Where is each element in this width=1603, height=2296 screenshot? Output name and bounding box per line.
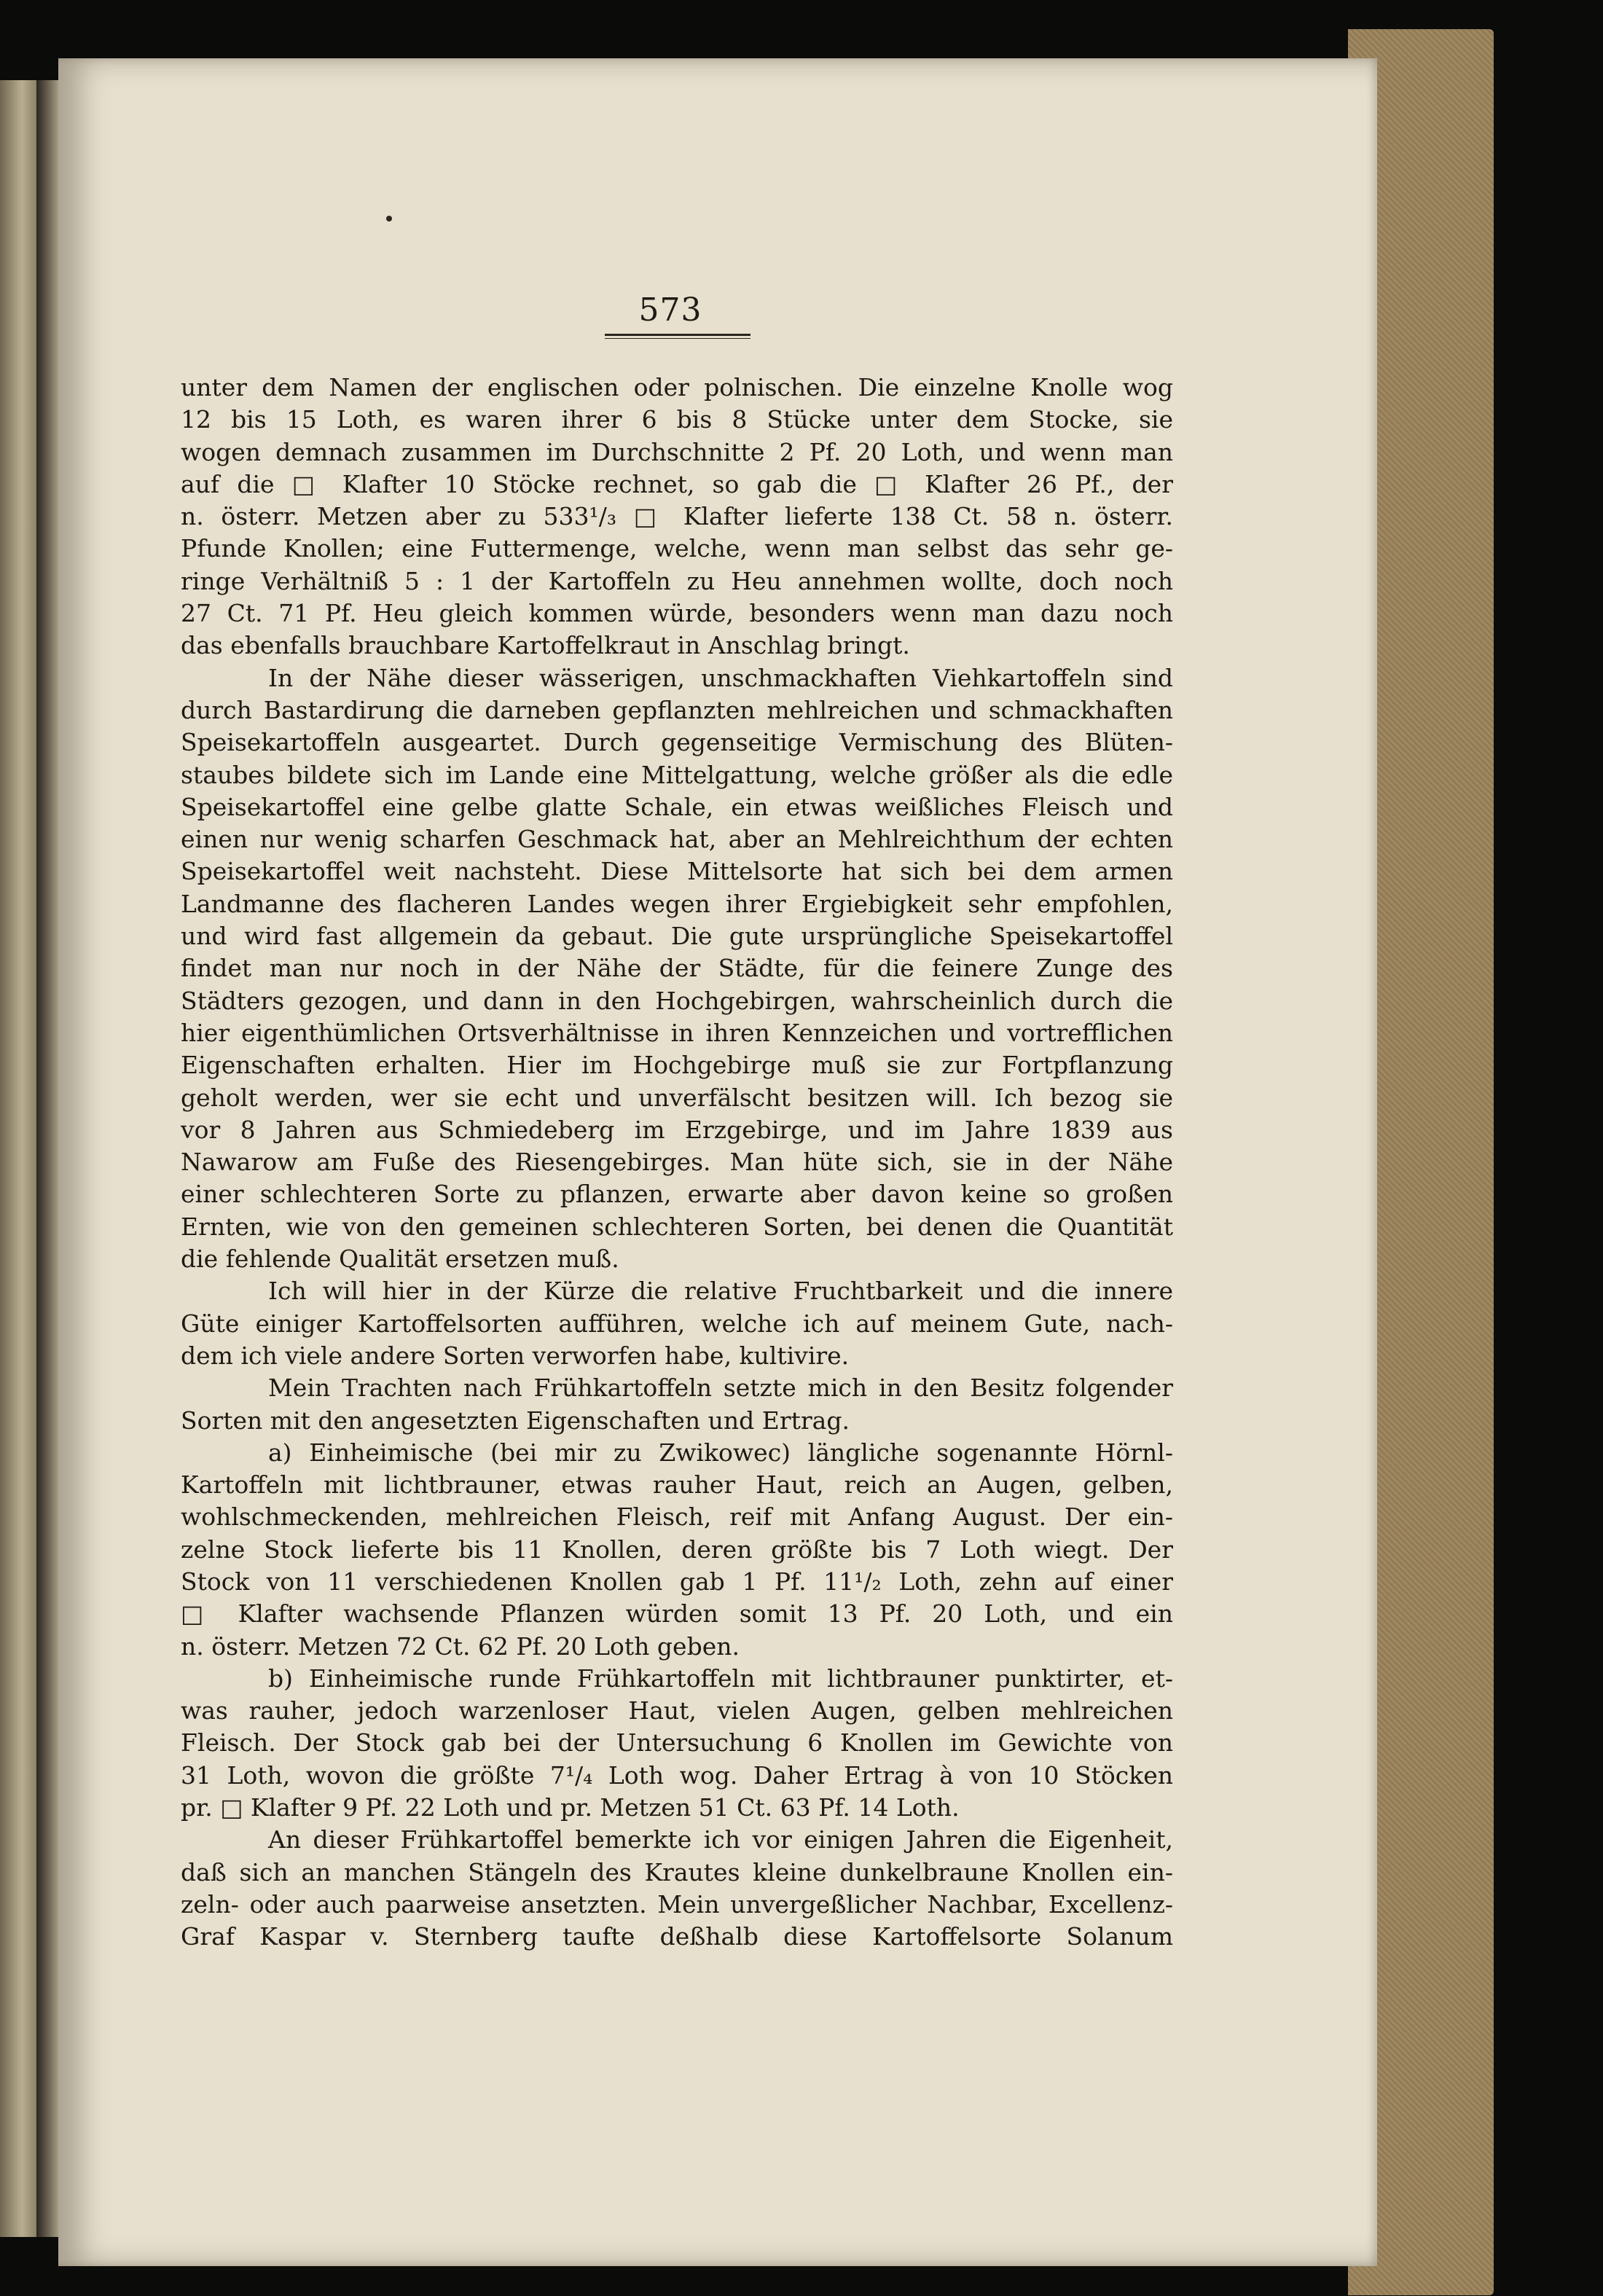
text-line: Güte einiger Kartoffelsorten aufführen, welche ich auf meinem Gute, nach- (181, 1309, 1173, 1338)
text-line: wogen demnach zusammen im Durchschnitte 2 Pf. 20 Loth, und wenn man (181, 437, 1173, 466)
text-line: Ernten, wie von den gemeinen schlechteren Sorten, bei denen die Quantität (181, 1212, 1173, 1241)
text-line: Speisekartoffel weit nachsteht. Diese Mittelsorte hat sich bei dem armen (181, 857, 1173, 886)
text-line: b) Einheimische runde Frühkartoffeln mit lichtbrauner punktirter, et- (268, 1664, 1173, 1693)
text-line: durch Bastardirung die darneben gepflanzten mehlreichen und schmackhaften (181, 695, 1173, 724)
text-line: was rauher, jedoch warzenloser Haut, vielen Augen, gelben mehlreichen (181, 1696, 1173, 1725)
text-line: Pfunde Knollen; eine Futtermenge, welche, wenn man selbst das sehr ge- (181, 534, 1173, 563)
text-line: und wird fast allgemein da gebaut. Die gute ursprüngliche Speisekartoffel (181, 922, 1173, 951)
text-line: 12 bis 15 Loth, es waren ihrer 6 bis 8 Stücke unter dem Stocke, sie (181, 405, 1173, 434)
text-line: wohlschmeckenden, mehlreichen Fleisch, reif mit Anfang August. Der ein- (181, 1502, 1173, 1532)
text-line: n. österr. Metzen 72 Ct. 62 Pf. 20 Loth geben. (181, 1631, 740, 1661)
text-line: Stock von 11 verschiedenen Knollen gab 1 Pf. 11¹/₂ Loth, zehn auf einer (181, 1567, 1173, 1596)
text-line: 27 Ct. 71 Pf. Heu gleich kommen würde, besonders wenn man dazu noch (181, 599, 1173, 628)
text-line: einer schlechteren Sorte zu pflanzen, erwarte aber davon keine so großen (181, 1180, 1173, 1209)
text-line: die fehlende Qualität ersetzen muß. (181, 1245, 619, 1274)
text-line: zelne Stock lieferte bis 11 Knollen, deren größte bis 7 Loth wiegt. Der (181, 1535, 1173, 1564)
text-line: Fleisch. Der Stock gab bei der Untersuchung 6 Knollen im Gewichte von (181, 1728, 1173, 1758)
text-line: pr. □ Klafter 9 Pf. 22 Loth und pr. Metzen 51 Ct. 63 Pf. 14 Loth. (181, 1793, 960, 1822)
text-line: zeln- oder auch paarweise ansetzten. Mein unvergeßlicher Nachbar, Excellenz- (181, 1889, 1173, 1919)
text-line: staubes bildete sich im Lande eine Mittelgattung, welche größer als die edle (181, 760, 1173, 789)
text-line: auf die □ Klafter 10 Stöcke rechnet, so gab die □ Klafter 26 Pf., der (181, 469, 1173, 498)
text-line: unter dem Namen der englischen oder polnischen. Die einzelne Knolle wog (181, 373, 1173, 401)
text-line: einen nur wenig scharfen Geschmack hat, aber an Mehlreichthum der echten (181, 825, 1173, 854)
text-line: a) Einheimische (bei mir zu Zwikowec) längliche sogenannte Hörnl- (268, 1438, 1173, 1467)
text-line: dem ich viele andere Sorten verworfen habe, kultivire. (181, 1341, 850, 1370)
text-line: Ich will hier in der Kürze die relative Fruchtbarkeit und die innere (268, 1277, 1173, 1306)
text-line: das ebenfalls brauchbare Kartoffelkraut in Anschlag bringt. (181, 631, 910, 660)
text-line: Speisekartoffel eine gelbe glatte Schale, ein etwas weißliches Fleisch und (181, 792, 1173, 821)
header-rule-thin (605, 338, 750, 339)
header-rule (605, 334, 750, 336)
text-line: Speisekartoffeln ausgeartet. Durch gegenseitige Vermischung des Blüten- (181, 728, 1173, 757)
text-line: □ Klafter wachsende Pflanzen würden somit 13 Pf. 20 Loth, und ein (181, 1599, 1173, 1629)
text-line: findet man nur noch in der Nähe der Städte, für die feinere Zunge des (181, 954, 1173, 983)
text-line: Kartoffeln mit lichtbrauner, etwas rauher Haut, reich an Augen, gelben, (181, 1470, 1173, 1500)
text-line: Städters gezogen, und dann in den Hochgebirgen, wahrscheinlich durch die (181, 986, 1173, 1015)
text-line: 31 Loth, wovon die größte 7¹/₄ Loth wog. Daher Ertrag à von 10 Stöcken (181, 1760, 1173, 1790)
text-line: An dieser Frühkartoffel bemerkte ich vor einigen Jahren die Eigenheit, (268, 1825, 1173, 1854)
text-line: Graf Kaspar v. Sternberg taufte deßhalb diese Kartoffelsorte Solanum (181, 1922, 1173, 1951)
facing-page-edge (0, 80, 36, 2237)
text-line: geholt werden, wer sie echt und unverfälscht besitzen will. Ich bezog sie (181, 1083, 1173, 1112)
text-line: hier eigenthümlichen Ortsverhältnisse in ihren Kennzeichen und vortrefflichen (181, 1018, 1173, 1047)
text-line: Nawarow am Fuße des Riesengebirges. Man hüte sich, sie in der Nähe (181, 1148, 1173, 1177)
text-line: ringe Verhältniß 5 : 1 der Kartoffeln zu Heu annehmen wollte, doch noch (181, 566, 1173, 595)
text-line: n. österr. Metzen aber zu 533¹/₃ □ Klafter lieferte 138 Ct. 58 n. österr. (181, 502, 1173, 531)
page-number: 573 (638, 291, 702, 329)
text-line: daß sich an manchen Stängeln des Krautes kleine dunkelbraune Knollen ein- (181, 1857, 1173, 1886)
ink-dot (386, 216, 392, 222)
text-line: Eigenschaften erhalten. Hier im Hochgebirge muß sie zur Fortpflanzung (181, 1051, 1173, 1080)
body-text (181, 372, 1173, 1954)
text-line: vor 8 Jahren aus Schmiedeberg im Erzgebirge, und im Jahre 1839 aus (181, 1115, 1173, 1144)
text-line: In der Nähe dieser wässerigen, unschmackhaften Viehkartoffeln sind (268, 663, 1173, 692)
text-line: Mein Trachten nach Frühkartoffeln setzte mich in den Besitz folgender (268, 1374, 1173, 1403)
text-line: Sorten mit den angesetzten Eigenschaften und Ertrag. (181, 1406, 850, 1435)
text-line: Landmanne des flacheren Landes wegen ihrer Ergiebigkeit sehr empfohlen, (181, 889, 1173, 918)
